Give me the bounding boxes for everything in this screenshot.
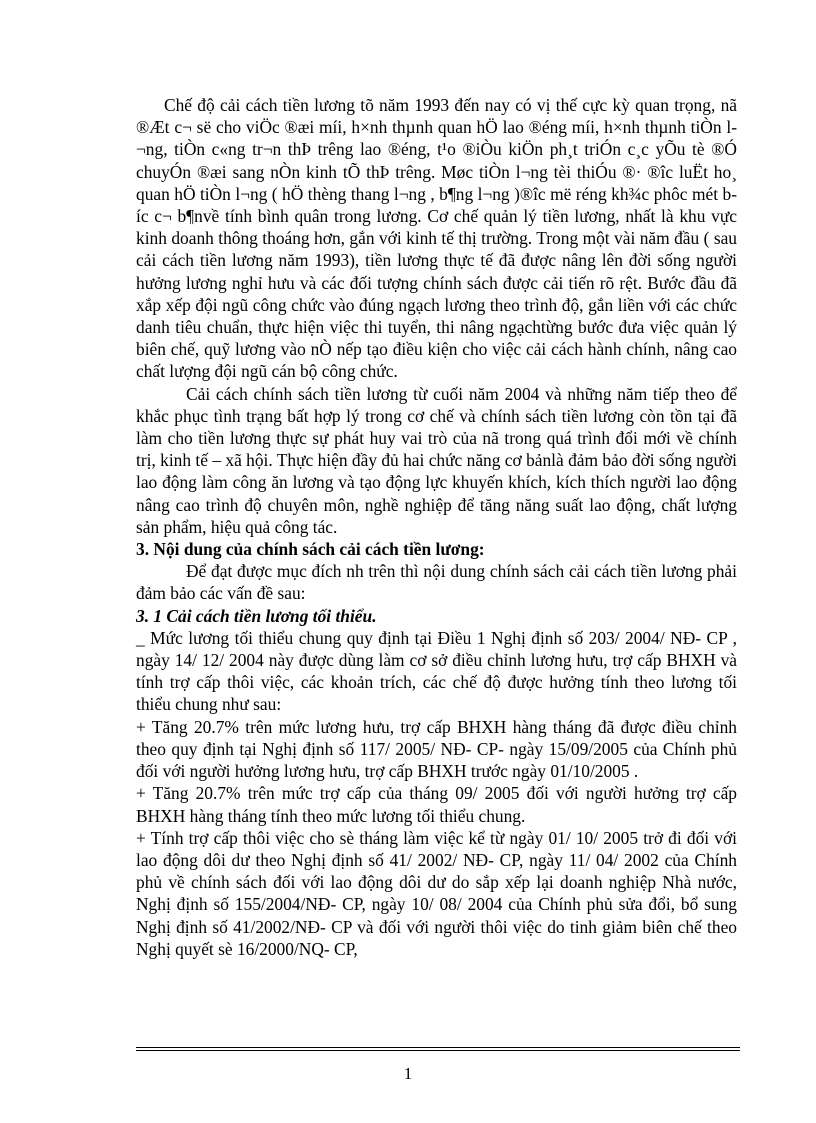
section-intro: Để đạt được mục đích nh trên thì nội dung chính sách cải cách tiền lương phải đảm bảo các vấn đề sau:: [136, 561, 737, 604]
document-body: [136, 94, 737, 960]
section-heading-3: 3. Nội dung của chính sách cải cách tiền lương:: [136, 539, 485, 560]
paragraph-1: Chế độ cải cách tiền lương tõ năm 1993 đến nay có vị thế cực kỳ quan trọng, nã ®Æt c¬ së cho viÖc ®æi míi, h×nh thµnh quan hÖ lao ®éng míi, h×nh thµnh tiÒn l¬ng, tiÒn c«ng tr¬n thÞ trêng lao ®éng, t¹o ®iÒu kiÖn ph¸t triÓn c¸c yÕu tè ®Ó chuyÓn ®æi sang nÒn kinh tÕ thÞ trêng. Møc tiÒn l¬ng tèi thiÓu ®· ®îc luËt ho¸ quan hÖ tiÒn l¬ng ( hÖ thèng thang l¬ng , b¶ng l¬ng )®îc më réng kh¾c phôc mét bíc c¬ b¶nvề tính bình quân trong lương. Cơ chế quản lý tiền lương, nhất là khu vực kinh doanh thông thoáng hơn, gắn với kinh tế thị trường. Trong một vài năm đầu ( sau cải cách tiền lương năm 1993), tiền lương thực tế đã được nâng lên đời sống người hưởng lương nghỉ hưu và các đối tượng chính sách được cải tiến rõ rệt. Bước đầu đã xắp xếp đội ngũ công chức vào đúng ngạch lương theo trình độ, gắn liền với các chức danh tiêu chuẩn, thực hiện việc thi tuyển, thi nâng ngạchtừng bước đưa việc quản lý biên chế, quỹ lương vào nÒ nếp tạo điều kiện cho việc cải cách hành chính, nâng cao chất lượng đội ngũ cán bộ công chức.: [136, 95, 737, 382]
page-number: 1: [403, 1064, 413, 1083]
footer-rule-top: [136, 1047, 740, 1048]
list-item: + Tăng 20.7% trên mức trợ cấp của tháng 09/ 2005 đối với người hưởng trợ cấp BHXH hàng tháng tính theo mức lương tối thiểu chung.: [136, 783, 737, 826]
paragraph-2: Cải cách chính sách tiền lương từ cuối năm 2004 và những năm tiếp theo để khắc phục tình trạng bất hợp lý trong cơ chế và chính sách tiền lương còn tồn tại đã làm cho tiền lương thực sự phát huy vai trò của nã trong quá trình đổi mới về chính trị, kinh tế – xã hội. Thực hiện đầy đủ hai chức năng cơ bảnlà đảm bảo đời sống người lao động làm công ăn lương và tạo động lực khuyến khích, kích thích người lao động nâng cao trình độ chuyên môn, nghề nghiệp để tăng năng suất lao động, chất lượng sản phẩm, hiệu quả công tác.: [136, 383, 737, 537]
list-item: _ Mức lương tối thiểu chung quy định tại Điều 1 Nghị định số 203/ 2004/ NĐ- CP , ngày 14/ 12/ 2004 này được dùng làm cơ sở điều chỉnh lương hưu, trợ cấp BHXH và tính trợ cấp thôi việc, các khoản trích, các chế độ được hưởng tính theo lương tối thiểu chung như sau:: [136, 627, 737, 715]
list-item: + Tính trợ cấp thôi việc cho sè tháng làm việc kể từ ngày 01/ 10/ 2005 trở đi đối với lao động dôi dư theo Nghị định số 41/ 2002/ NĐ- CP, ngày 11/ 04/ 2002 của Chính phủ về chính sách đối với lao động dôi dư do sắp xếp lại doanh nghiệp Nhà nước, Nghị định số 155/2004/NĐ- CP, ngày 10/ 08/ 2004 của Chính phủ sửa đổi, bổ sung Nghị định số 41/2002/NĐ- CP và đối với người thôi việc do tinh giảm biên chế theo Nghị quyết sè 16/2000/NQ- CP,: [136, 827, 737, 959]
list-item: + Tăng 20.7% trên mức lương hưu, trợ cấp BHXH hàng tháng đã được điều chỉnh theo quy định tại Nghị định số 117/ 2005/ NĐ- CP- ngày 15/09/2005 của Chính phủ đối với người hưởng lương hưu, trợ cấp BHXH trước ngày 01/10/2005 .: [136, 716, 737, 782]
subsection-heading-3-1: 3. 1 Cải cách tiền lương tối thiểu.: [136, 605, 377, 626]
footer-rule-bottom: [136, 1050, 740, 1051]
